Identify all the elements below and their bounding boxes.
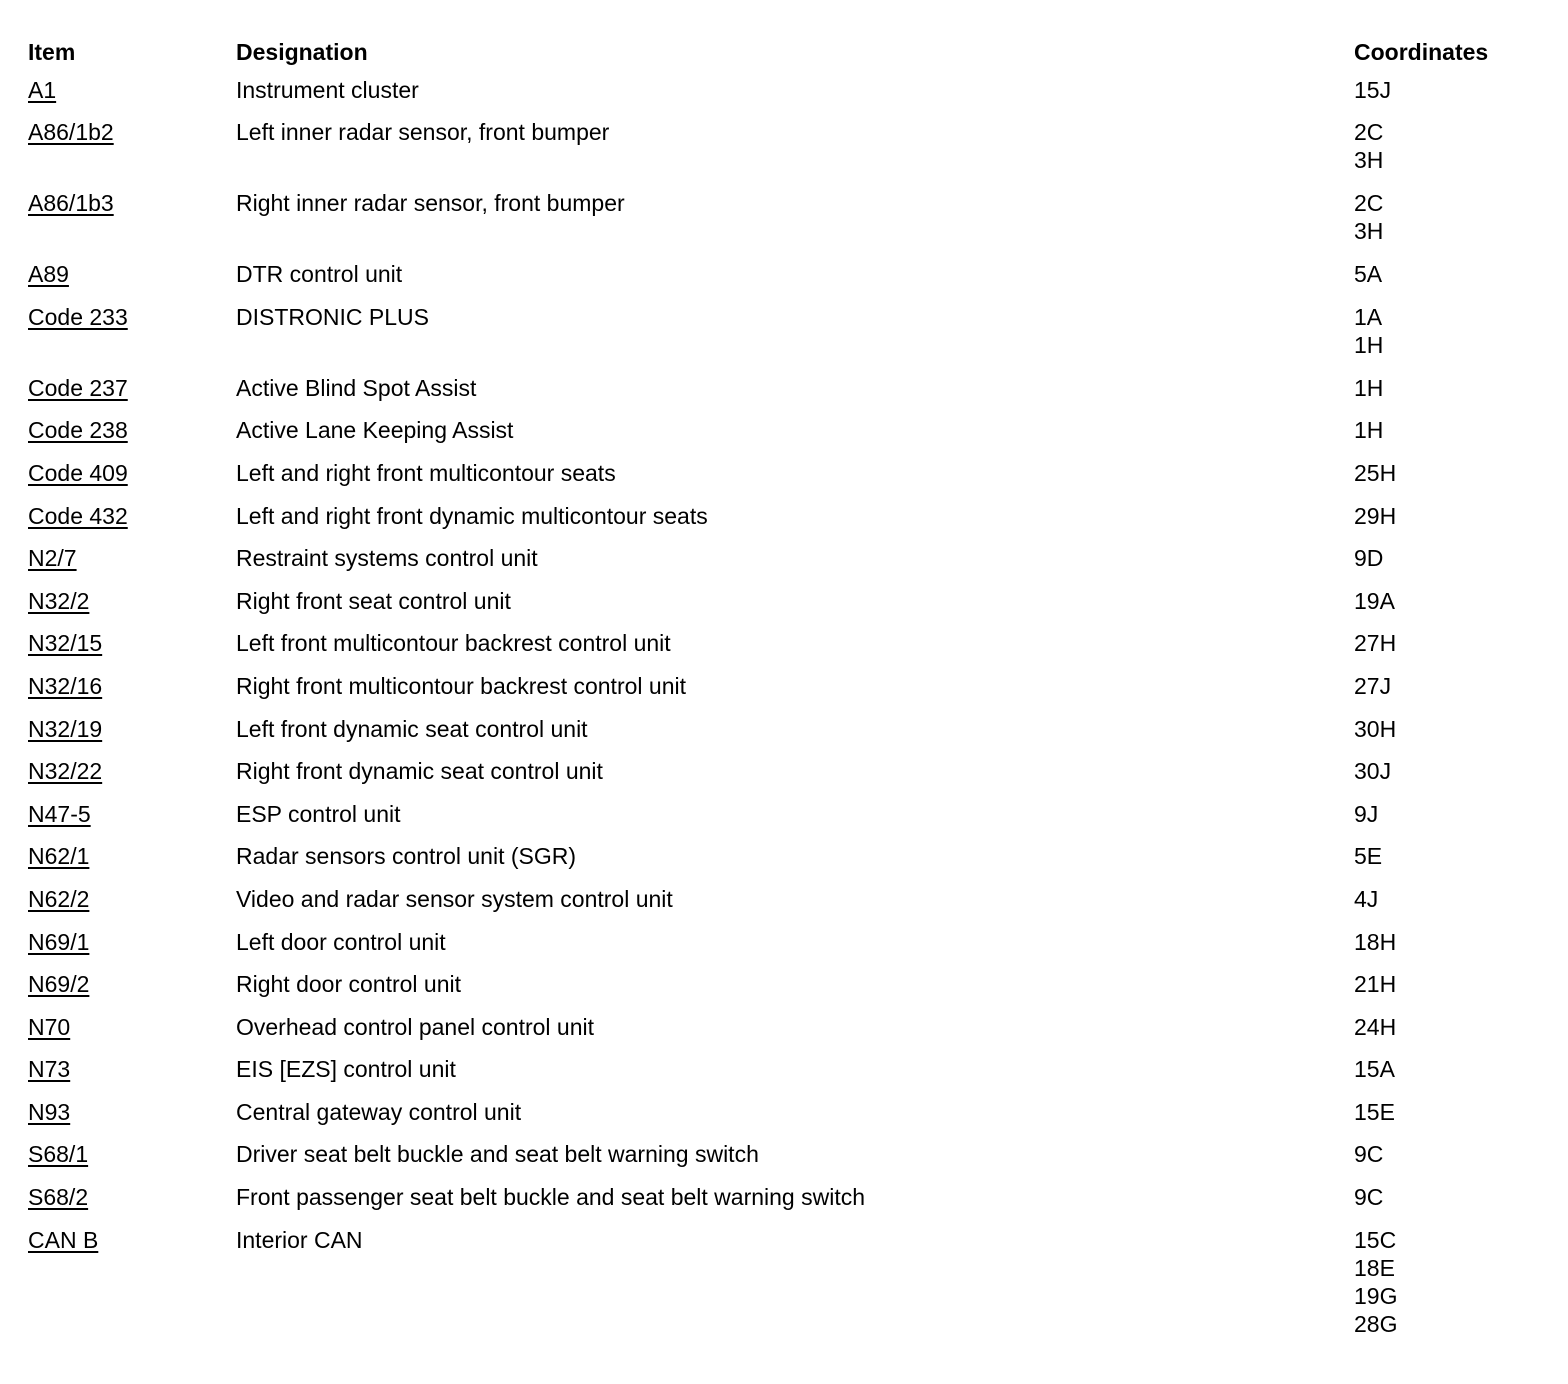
- table-row: [28, 796, 1548, 839]
- designation-text: DISTRONIC PLUS: [236, 303, 429, 330]
- table-row: [28, 455, 1548, 498]
- coordinate-value: 19A: [1354, 587, 1395, 614]
- designation-text: DTR control unit: [236, 261, 403, 288]
- designation-text: Radar sensors control unit (SGR): [236, 843, 577, 870]
- designation-text: Left door control unit: [236, 928, 446, 955]
- table-row: [28, 1051, 1548, 1094]
- coordinate-value: 1H: [1354, 417, 1384, 444]
- item-link[interactable]: N70: [28, 1013, 71, 1040]
- coordinates-cell: [1354, 303, 1383, 359]
- coordinate-value: 27H: [1354, 630, 1397, 657]
- coordinates-cell: [1354, 842, 1382, 870]
- designation-text: Overhead control panel control unit: [236, 1013, 594, 1040]
- designation-text: Interior CAN: [236, 1226, 363, 1253]
- coordinates-cell: [1354, 1226, 1397, 1338]
- designation-text: Instrument cluster: [236, 76, 419, 103]
- coordinate-value: 5A: [1354, 261, 1383, 288]
- item-link[interactable]: A89: [28, 261, 69, 288]
- table-row: [28, 299, 1548, 370]
- item-link[interactable]: N47-5: [28, 800, 91, 827]
- coordinates-cell: [1354, 672, 1391, 700]
- coordinates-cell: [1354, 1098, 1395, 1126]
- designation-text: Left and right front dynamic multicontour seats: [236, 502, 708, 529]
- coordinates-cell: [1354, 715, 1396, 743]
- coordinates-cell: [1354, 587, 1395, 615]
- item-link[interactable]: A1: [28, 76, 57, 103]
- coordinate-value: 30H: [1354, 715, 1397, 742]
- designation-text: Driver seat belt buckle and seat belt warning switch: [236, 1141, 759, 1168]
- table-row: [28, 256, 1548, 299]
- header-item: Item: [28, 39, 76, 65]
- coordinate-value: 30J: [1354, 758, 1392, 785]
- coordinate-value: 27J: [1354, 672, 1392, 699]
- table-row: [28, 753, 1548, 796]
- coordinates-cell: [1354, 757, 1391, 785]
- designation-text: Active Lane Keeping Assist: [236, 417, 514, 444]
- designation-text: ESP control unit: [236, 800, 401, 827]
- table-row: [28, 924, 1548, 967]
- table-row: [28, 114, 1548, 185]
- item-link[interactable]: N2/7: [28, 545, 77, 572]
- item-link[interactable]: N62/1: [28, 843, 90, 870]
- table-row: [28, 1179, 1548, 1222]
- coordinate-value: 19G: [1354, 1282, 1398, 1309]
- designation-text: Right inner radar sensor, front bumper: [236, 190, 625, 217]
- item-link[interactable]: Code 432: [28, 502, 128, 529]
- coordinate-value: 1H: [1354, 331, 1384, 358]
- table-row: [28, 711, 1548, 754]
- coordinates-cell: [1354, 1013, 1396, 1041]
- coordinate-value: 15A: [1354, 1056, 1395, 1083]
- designation-text: Left and right front multicontour seats: [236, 459, 616, 486]
- coordinate-value: 15C: [1354, 1226, 1397, 1253]
- coordinates-cell: [1354, 374, 1383, 402]
- table-row: [28, 881, 1548, 924]
- designation-text: Front passenger seat belt buckle and seat belt warning switch: [236, 1184, 866, 1211]
- coordinate-value: 2C: [1354, 190, 1384, 217]
- table-row: [28, 540, 1548, 583]
- item-link[interactable]: N32/16: [28, 672, 103, 699]
- table-row: [28, 838, 1548, 881]
- coordinate-value: 18E: [1354, 1254, 1395, 1281]
- table-row: [28, 1009, 1548, 1052]
- item-link[interactable]: N32/2: [28, 587, 90, 614]
- coordinates-cell: [1354, 260, 1382, 288]
- table-body: [28, 72, 1548, 1350]
- coordinate-value: 3H: [1354, 147, 1384, 174]
- item-link[interactable]: Code 237: [28, 374, 128, 401]
- designation-text: Right front dynamic seat control unit: [236, 758, 603, 785]
- table-row: [28, 72, 1548, 115]
- coordinates-cell: [1354, 629, 1396, 657]
- table-row: [28, 185, 1548, 256]
- coordinate-value: 3H: [1354, 218, 1384, 245]
- table-row: [28, 412, 1548, 455]
- item-link[interactable]: N69/2: [28, 971, 90, 998]
- coordinates-cell: [1354, 885, 1378, 913]
- legend-table: [28, 30, 1548, 1350]
- coordinates-cell: [1354, 1183, 1383, 1211]
- table-row: [28, 625, 1548, 668]
- designation-text: Restraint systems control unit: [236, 545, 538, 572]
- table-row: [28, 1136, 1548, 1179]
- coordinate-value: 9C: [1354, 1141, 1384, 1168]
- coordinates-cell: [1354, 189, 1383, 245]
- coordinate-value: 15J: [1354, 76, 1392, 103]
- coordinate-value: 25H: [1354, 459, 1397, 486]
- item-link[interactable]: N69/1: [28, 928, 90, 955]
- item-link[interactable]: Code 233: [28, 303, 128, 330]
- coordinate-value: 21H: [1354, 971, 1397, 998]
- coordinates-cell: [1354, 970, 1396, 998]
- item-link[interactable]: S68/2: [28, 1184, 89, 1211]
- designation-text: Left inner radar sensor, front bumper: [236, 119, 610, 146]
- item-link[interactable]: A86/1b2: [28, 119, 114, 146]
- coordinates-cell: [1354, 459, 1396, 487]
- coordinate-value: 1A: [1354, 303, 1383, 330]
- table-row: [28, 583, 1548, 626]
- coordinate-value: 1H: [1354, 374, 1384, 401]
- table-header-row: [28, 34, 1548, 77]
- coordinates-cell: [1354, 928, 1396, 956]
- table-row: [28, 966, 1548, 1009]
- coordinate-value: 9J: [1354, 800, 1379, 827]
- coordinate-value: 9C: [1354, 1184, 1384, 1211]
- item-link[interactable]: Code 409: [28, 459, 128, 486]
- header-designation: Designation: [236, 39, 368, 65]
- item-link[interactable]: N32/22: [28, 758, 103, 785]
- coordinates-cell: [1354, 416, 1383, 444]
- coordinate-value: 2C: [1354, 119, 1384, 146]
- coordinates-cell: [1354, 76, 1391, 104]
- item-link[interactable]: N73: [28, 1056, 71, 1083]
- coordinates-cell: [1354, 502, 1396, 530]
- coordinates-cell: [1354, 800, 1378, 828]
- item-link[interactable]: CAN B: [28, 1226, 99, 1253]
- designation-text: EIS [EZS] control unit: [236, 1056, 456, 1083]
- item-link[interactable]: N32/19: [28, 715, 103, 742]
- table-row: [28, 668, 1548, 711]
- item-link[interactable]: S68/1: [28, 1141, 89, 1168]
- coordinate-value: 15E: [1354, 1098, 1395, 1125]
- item-link[interactable]: N93: [28, 1098, 71, 1125]
- designation-text: Central gateway control unit: [236, 1098, 522, 1125]
- designation-text: Left front multicontour backrest control unit: [236, 630, 671, 657]
- coordinate-value: 28G: [1354, 1310, 1398, 1337]
- designation-text: Right door control unit: [236, 971, 462, 998]
- coordinates-cell: [1354, 118, 1383, 174]
- header-coordinates: Coordinates: [1354, 39, 1489, 65]
- designation-text: Active Blind Spot Assist: [236, 374, 477, 401]
- item-link[interactable]: Code 238: [28, 417, 128, 444]
- coordinates-cell: [1354, 544, 1383, 572]
- item-link[interactable]: A86/1b3: [28, 190, 114, 217]
- table-row: [28, 370, 1548, 413]
- coordinate-value: 4J: [1354, 885, 1379, 912]
- coordinate-value: 5E: [1354, 843, 1383, 870]
- table-row: [28, 498, 1548, 541]
- coordinate-value: 29H: [1354, 502, 1397, 529]
- coordinate-value: 9D: [1354, 545, 1384, 572]
- coordinates-cell: [1354, 1140, 1383, 1168]
- table-row: [28, 1222, 1548, 1350]
- coordinates-cell: [1354, 1055, 1395, 1083]
- table-row: [28, 1094, 1548, 1137]
- designation-text: Right front multicontour backrest control unit: [236, 672, 686, 699]
- designation-text: Video and radar sensor system control unit: [236, 885, 673, 912]
- item-link[interactable]: N62/2: [28, 885, 90, 912]
- designation-text: Left front dynamic seat control unit: [236, 715, 588, 742]
- coordinate-value: 24H: [1354, 1013, 1397, 1040]
- coordinate-value: 18H: [1354, 928, 1397, 955]
- item-link[interactable]: N32/15: [28, 630, 103, 657]
- designation-text: Right front seat control unit: [236, 587, 511, 614]
